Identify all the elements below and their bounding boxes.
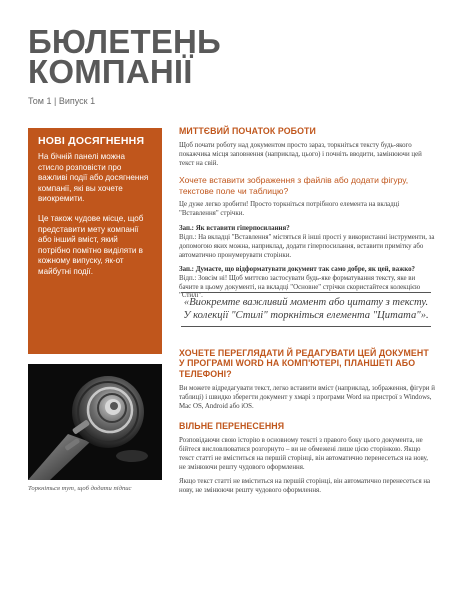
faq-item-1[interactable] bbox=[179, 225, 435, 261]
issue-info: Том 1 | Випуск 1 bbox=[28, 96, 96, 106]
faq-answer-2: Відп.: Зовсім ні! Щоб миттєво застосувати будь-яке форматування тексту, яке ви бачите в цьому документі, на вкладці "Основне" стрічки скористайтеся колекцією "Стилі". bbox=[179, 274, 421, 300]
faq-question-1: Зап.: Як вставити гіперпосилання? bbox=[179, 225, 290, 233]
article3-paragraph-2[interactable]: Якщо текст статті не вміститься на першій сторінці, він автоматично перенесеться на нову, не змінюючи решту чудового оформлення. bbox=[179, 477, 431, 494]
sidebar-paragraph-1: На бічній панелі можна стисло розповісти про важливі події або досягнення компанії, які вы хочете виокремити. bbox=[38, 152, 149, 204]
newsletter-title bbox=[28, 23, 288, 90]
article1-paragraph-2[interactable]: Це дуже легко зробити! Просто торкніться потрібного елемента на вкладці "Вставлення" стрічки. bbox=[179, 201, 400, 218]
article2-paragraph[interactable]: Ви можете відредагувати текст, легко вставити вміст (наприклад, зображення, фігури й таблиці) і швидко зберегти документ у хмарі з програми Word на пристрої з Windows, Mac OS, Android або iOS. bbox=[179, 385, 435, 411]
article2-heading: ХОЧЕТЕ ПЕРЕГЛЯДАТИ Й РЕДАГУВАТИ ЦЕЙ ДОКУМЕНТ У ПРОГРАМІ WORD НА КОМП'ЮТЕРІ, ПЛАНШЕТІ АБО ТЕЛЕФОНІ? bbox=[179, 348, 429, 379]
title-line-2: КОМПАНІЇ bbox=[28, 53, 193, 90]
pull-quote[interactable]: «Виокремте важливий момент або цитату з тексту. У колекції "Стилі" торкніться елемента "Цитата"». bbox=[181, 292, 431, 327]
sidebar-paragraph-2: Це також чудове місце, щоб представити мету компанії або інший вміст, який потрібно помітно виділяти в кожному випуску, як-от майбутні події. bbox=[38, 213, 144, 276]
faq-answer-1: Відп.: На вкладці "Вставлення" містяться й інші прості у використанні інструменти, за допомогою яких можна, наприклад, додати гіперпосилання, вставити примітку або автоматично пронумерувати сторінки. bbox=[179, 234, 435, 259]
sidebar-panel[interactable] bbox=[28, 128, 162, 354]
article3-paragraph-1[interactable]: Розповідаючи свою історію в основному тексті з правого боку цього документа, не бійтеся висловлюватися розгорнуто – ви не обмежені лише цією сторінкою. Якщо текст статті не вміститься на першій сторінці, він автоматично перенесеться на нову, не змінюючи решту чудового оформлення. bbox=[179, 437, 429, 472]
image-caption[interactable]: Торкніться тут, щоб додати підпис bbox=[28, 485, 132, 492]
sidebar-title: НОВІ ДОСЯГНЕННЯ bbox=[38, 135, 145, 147]
main-column bbox=[179, 126, 435, 301]
violin-scroll-image[interactable] bbox=[28, 364, 162, 480]
faq-question-2: Зап.: Думаєте, що відформатувати документ так само добре, як цей, важко? bbox=[179, 265, 415, 273]
article1-paragraph-1[interactable]: Щоб почати роботу над документом просто зараз, торкніться тексту будь-якого покажчика місця заповнення (наприклад, цього) і почніть вводити, замінюючи цей текст на свій. bbox=[179, 142, 422, 168]
article1-subheading: Хочете вставити зображення з файлів або додати фігуру, текстове поле чи таблицю? bbox=[179, 175, 409, 196]
title-line-1: БЮЛЕТЕНЬ bbox=[28, 23, 221, 60]
article3-heading: ВІЛЬНЕ ПЕРЕНЕСЕННЯ bbox=[179, 420, 285, 431]
article1-heading: МИТТЄВИЙ ПОЧАТОК РОБОТИ bbox=[179, 126, 316, 136]
main-column-lower bbox=[179, 348, 435, 496]
